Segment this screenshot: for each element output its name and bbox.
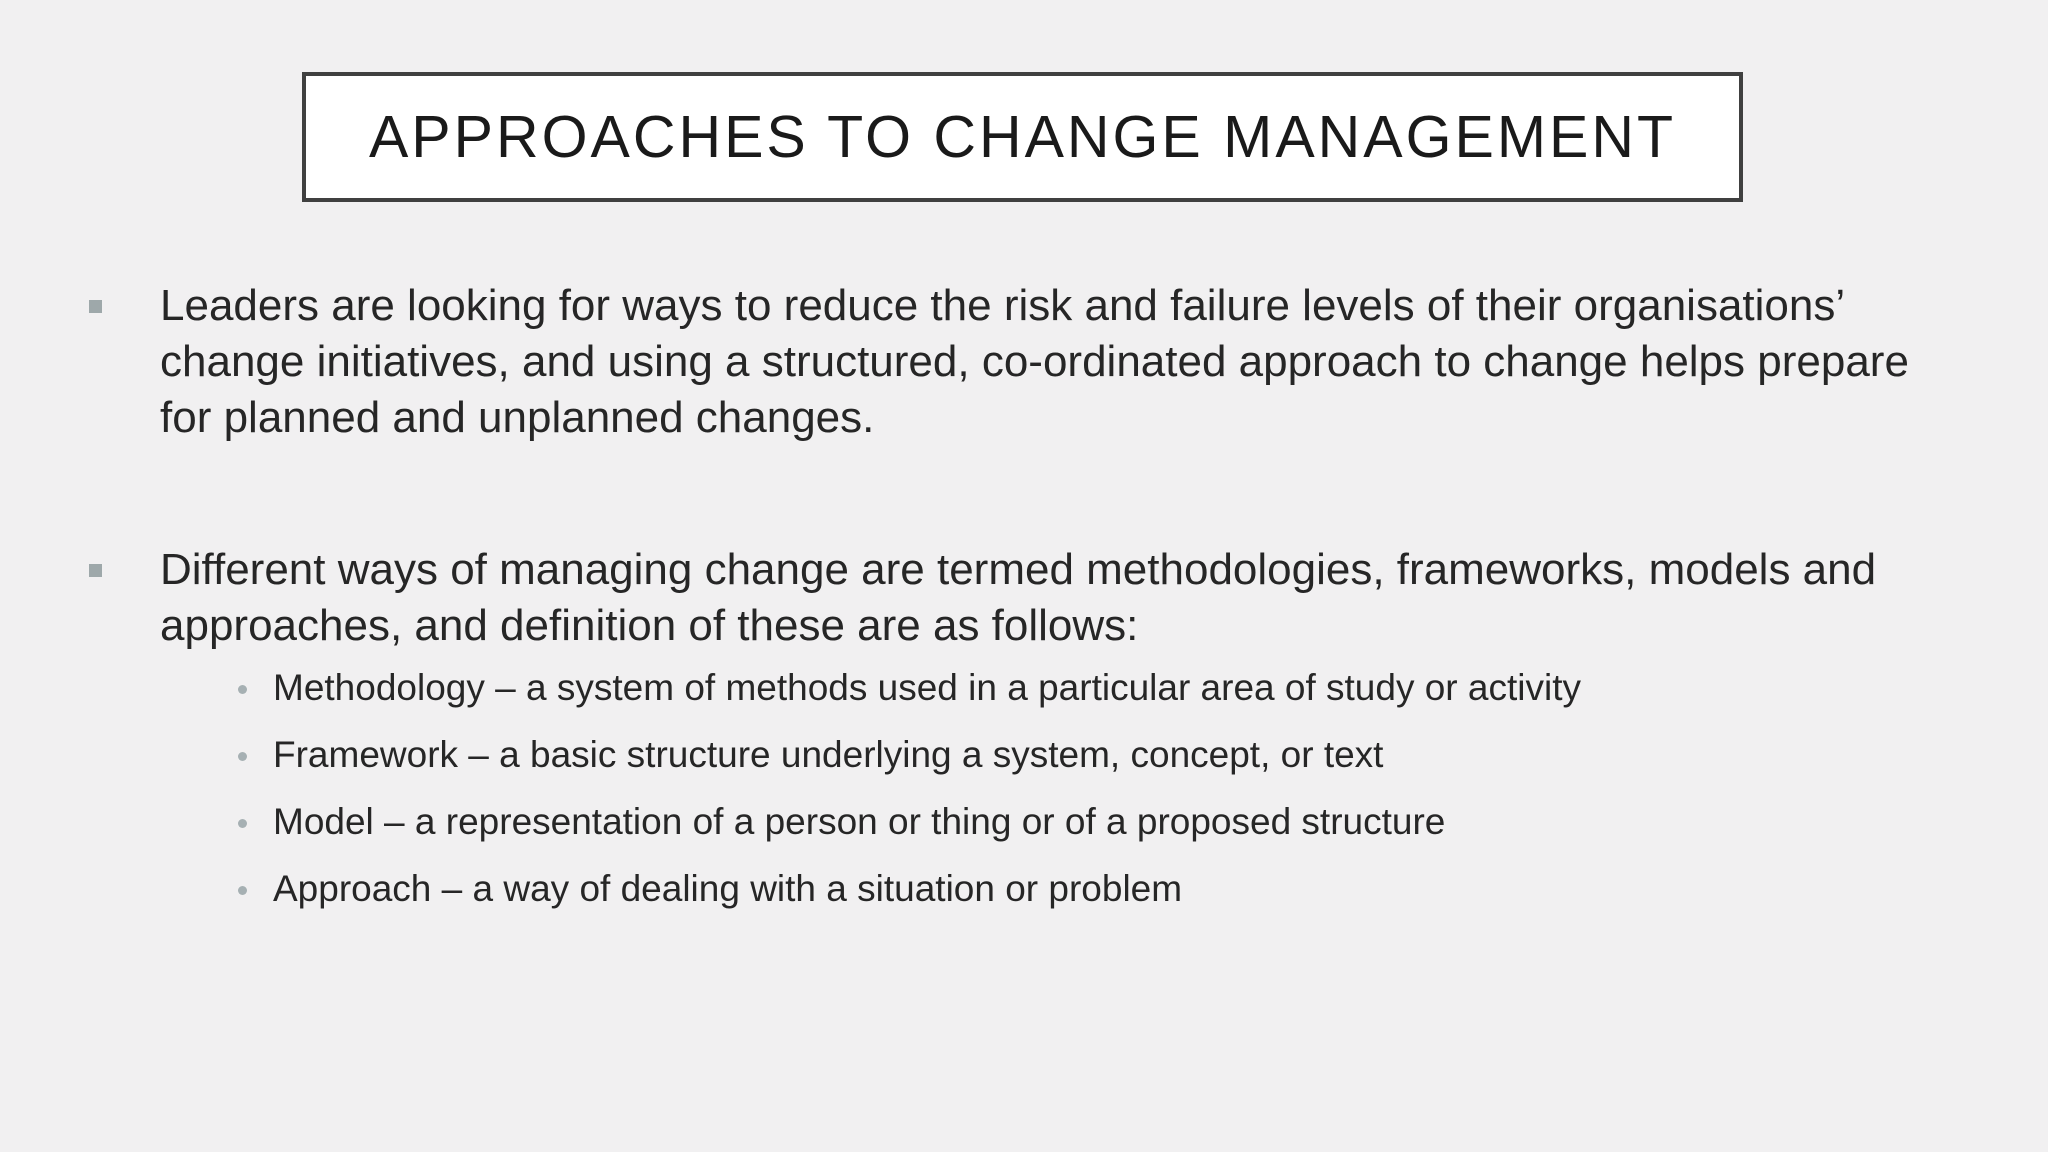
sub-bullet-text: Methodology – a system of methods used in a particular area of study or activity: [273, 667, 1581, 708]
bullet-item: [86, 542, 1966, 913]
sub-bullet-text: Framework – a basic structure underlying a system, concept, or text: [273, 734, 1384, 775]
slide-title: APPROACHES TO CHANGE MANAGEMENT: [368, 104, 1677, 170]
sub-bullet-text: Model – a representation of a person or thing or of a proposed structure: [273, 801, 1446, 842]
square-bullet-icon: [89, 564, 102, 577]
bullet-text: Leaders are looking for ways to reduce the risk and failure levels of their organisations’ change initiatives, and using a structured, co-ordinated approach to change helps prepare for planned and unplanned changes.: [160, 281, 1909, 442]
content-area: [86, 278, 1966, 932]
sub-bullet-item: [234, 731, 1966, 779]
sub-bullet-item: [234, 798, 1966, 846]
dot-bullet-icon: [238, 886, 247, 895]
sub-bullet-list: [234, 664, 1966, 913]
bullet-text: Different ways of managing change are termed methodologies, frameworks, models and approaches, and definition of these are as follows:: [160, 545, 1877, 650]
square-bullet-icon: [89, 300, 102, 313]
sub-bullet-text: Approach – a way of dealing with a situation or problem: [273, 868, 1183, 909]
dot-bullet-icon: [238, 819, 247, 828]
sub-bullet-item: [234, 664, 1966, 712]
dot-bullet-icon: [238, 685, 247, 694]
sub-bullet-item: [234, 865, 1966, 913]
title-box: [302, 72, 1743, 202]
dot-bullet-icon: [238, 752, 247, 761]
bullet-item: [86, 278, 1966, 446]
